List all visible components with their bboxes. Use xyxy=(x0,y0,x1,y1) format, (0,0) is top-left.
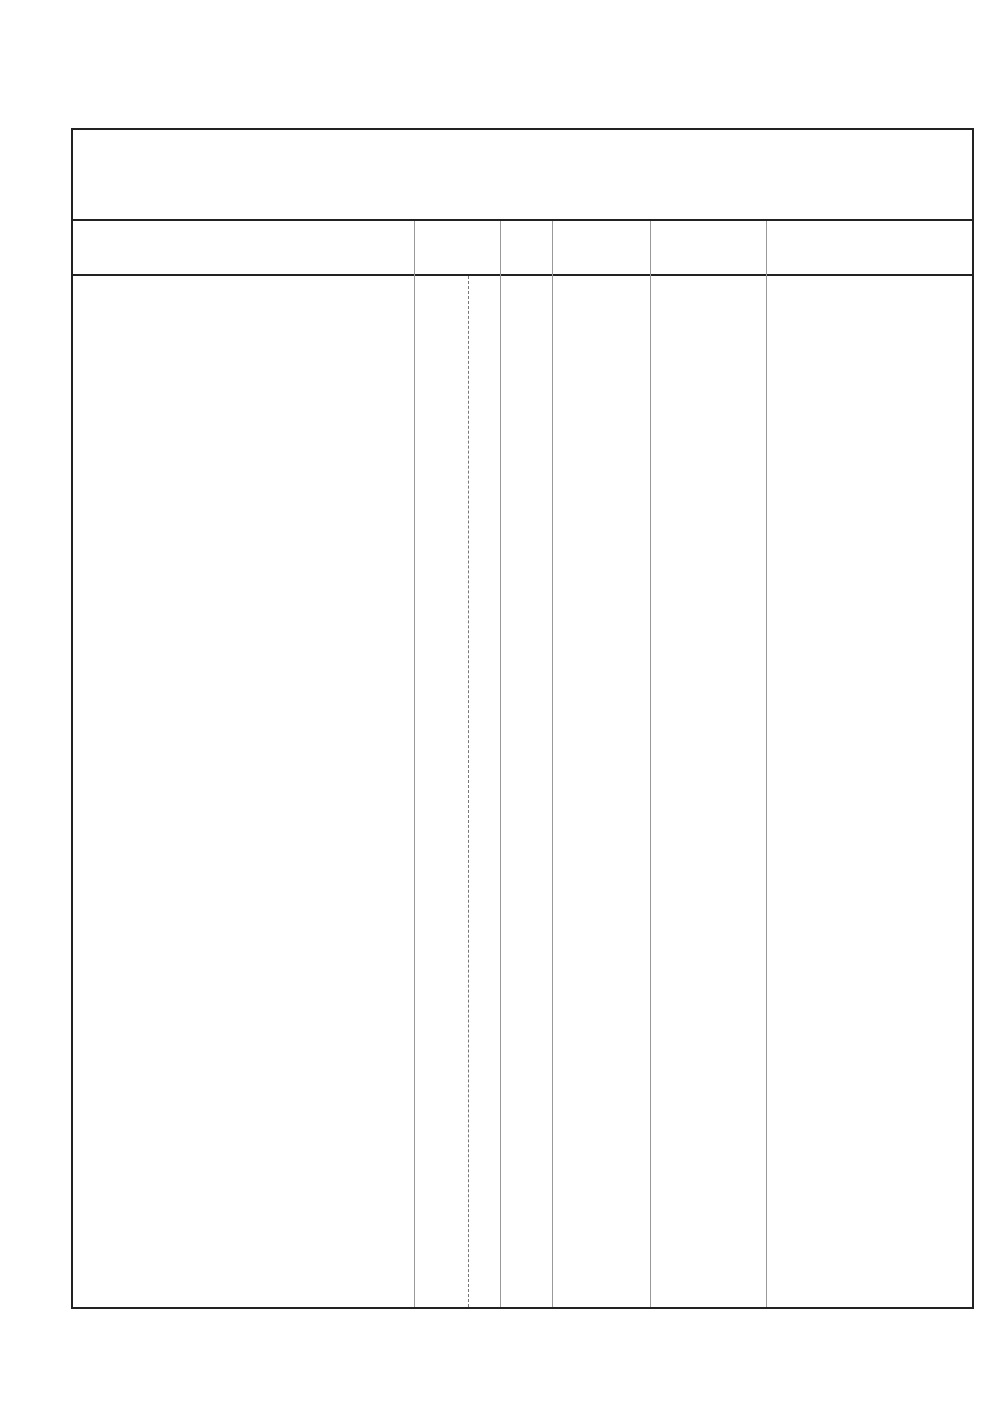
column-header-remark xyxy=(766,221,974,276)
title-row xyxy=(73,130,972,221)
column-divider xyxy=(650,221,651,1307)
column-header-unit xyxy=(500,221,552,276)
qty-decimal-divider xyxy=(468,276,469,1307)
column-divider xyxy=(552,221,553,1307)
estimate-sheet xyxy=(71,128,974,1309)
column-divider xyxy=(414,221,415,1307)
column-header-qty xyxy=(414,221,500,276)
column-divider xyxy=(766,221,767,1307)
column-header-name xyxy=(73,221,414,276)
column-header-amount xyxy=(650,221,766,276)
column-header-price xyxy=(552,221,650,276)
column-divider xyxy=(500,221,501,1307)
